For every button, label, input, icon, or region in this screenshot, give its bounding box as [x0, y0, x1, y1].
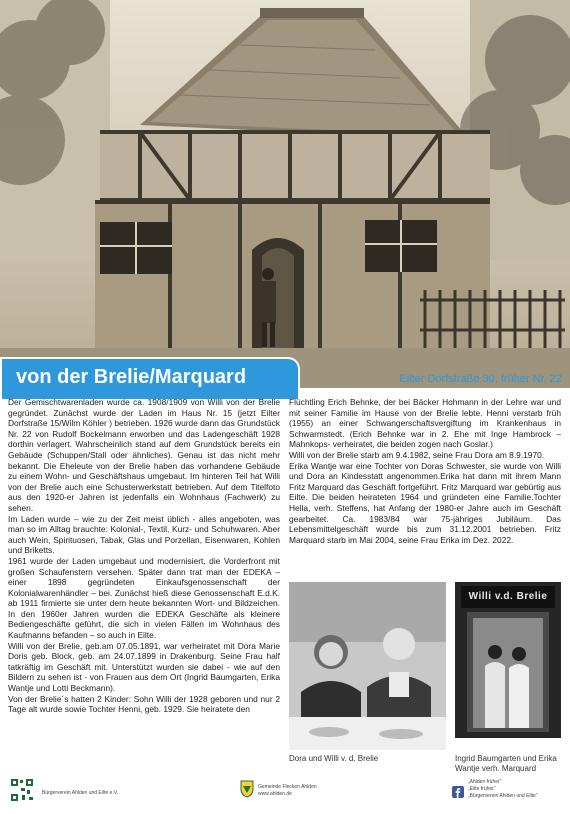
paragraph: Willi von der Brelie, geb.am 07.05.1891, war verheiratet mit Dora Marie Doris geb. Block, geb. am 24.07.1899 in Drakenburg. Seine Frau half tatkräftig im Geschäft mit. Unterstützt wurden sie dabei - wie auf den Bildern zu sehen ist - von Frauen aus dem Ort (Ingrid Baumgarten, Erika Wantje und Lotti Beckmann).	[8, 640, 280, 694]
caption-line: Ingrid Baumgarten und Erika	[455, 754, 557, 763]
caption-photo1: Dora und Willi v. d. Brelie	[289, 754, 379, 763]
paragraph: Im Laden wurde – wie zu der Zeit meist üblich - alles angeboten, was man so im Alltag brauchte: Kolonial-, Textil, Kurz- und Schuhwaren. Aber auch Wein, Spirituosen, Tabak, Glas und Porzellan, Eisenwaren, Kohlen und Briketts.	[8, 513, 280, 556]
paragraph: Erika Wantje war eine Tochter von Doras Schwester, sie wurde von Willi und Dora an Kindesstatt angenommen.Erika hat dann mit ihrem Mann Fritz Marquard das Geschäft fortgeführt. Fritz Marquard war gebürtig aus Eilte. Die beiden heirateten 1964 und gründeten eine Familie.Tochter Hella, verh. Steffens, hat Anfang der 1980-er Jahre auch im Geschäft gearbeitet. Ca. 1983/84 war 75-jähriges Jubiläum. Das Lebensmittelgeschäft wurde bis zum 31.12.2001 betrieben. Fritz Marquard starb im Mai 2004, seine Frau Erika im Dez. 2022.	[289, 460, 561, 545]
shop-sign: Willi v.d. Brelie	[468, 591, 548, 602]
footer-social-eilte[interactable]: „Eilte früher“	[468, 786, 496, 792]
footer-social-verein[interactable]: „Bürgerverein Ahlden und Eilte“	[468, 793, 538, 799]
footer-gemeinde: Gemeinde Flecken Ahlden	[258, 784, 317, 790]
address-subtitle: Eilter Dorfstraße 30, früher Nr. 22	[399, 373, 562, 385]
house-illustration	[0, 0, 570, 388]
paragraph: Willi von der Brelie starb am 9.4.1982, seine Frau Dora am 8.9.1970.	[289, 449, 545, 460]
caption-line: Wantje verh. Marquard	[455, 764, 537, 773]
caption-photo2	[455, 754, 567, 774]
footer	[0, 772, 570, 814]
qr-code-icon	[10, 778, 34, 802]
photo-dora-willi	[289, 582, 446, 750]
photo-shop-door	[455, 582, 561, 738]
paragraph: 1961 wurde der Laden umgebaut und modernisiert, die Vorderfront mit großen Schaufenstern versehen. Später dann trat man der EDEKA – einer 1898 gegründeten Einkaufsgenossenschaft der Kolonialwarenhändler – bei. Zunächst hieß diese Genossenschaft E.d.K. ab 1911 firmierte sie unter dem heute bekannten Wort- und Bildzeichen. In den 1960er Jahren wurden die EDEKA Geschäfte als kleinere Bediengeschäfte geführt, die sich in vielen Fällen im Wohnhaus des Kaufmanns befanden – so auch in Eilte.	[8, 555, 280, 641]
paragraph: Von der Brelie´s hatten 2 Kinder: Sohn Willi der 1928 geboren und nur 2 Tage alt wurde sowie Tochter Henni, geb. 1929. Sie heiratete den	[8, 693, 280, 715]
couple-photo-illustration	[289, 582, 446, 750]
right-text-column	[289, 397, 561, 545]
title-photo	[0, 0, 570, 388]
paragraph: Flüchtling Erich Behnke, der bei Bäcker Hohmann in der Lehre war und mit seiner Familie im Hause von der Brelie lebte. Henni verstarb früh (1955) an einer Schwangerschaftsvergiftung im Krankenhaus in Schwarmstedt. (Erich Behnke war in 2. Ehe mit Inge Hambrock – Mahnkops- verheiratet, die beiden zogen nach Goslar.)	[289, 397, 561, 450]
footer-social-ahlden[interactable]: „Ahlden früher“	[468, 779, 502, 785]
footer-url[interactable]: www.ahlden.de	[258, 791, 292, 797]
facebook-icon[interactable]	[452, 786, 464, 798]
title-band	[0, 357, 300, 401]
paragraph: Der Gemischtwarenladen wurde ca. 1908/1909 von Willi von der Brelie gegründet. Zunächst wurde der Laden im Haus Nr. 15 (jetzt Eilter Dorfstraße 15/Wilm Köhler ) betrieben. 1926 wurde dann das Grundstück Nr. 22 von Rudolf Bockelmann erworben und das Ladengeschäft 1928 dorthin verlagert. Wahrscheinlich stand auf dem Grundstück bereits ein Gebäude (Schuppen/Stall oder ähnliches). Genau ist das nicht mehr bekannt. Die Eheleute von der Brelie haben das vorhandene Gebäude zu einem Wohn- und Geschäftshaus umgebaut. Im hinteren Teil hat Willi von der Brelie auch eine Schusterwerkstatt betrieben. Auf dem Titelfoto aus den 1920-er Jahren ist jedenfalls ein Wohnhaus (Fachwerk) zu sehen.	[8, 397, 280, 513]
shop-door-illustration	[455, 582, 561, 738]
left-text-column	[8, 397, 280, 715]
page-title: von der Brelie/Marquard	[16, 366, 247, 388]
coat-of-arms-icon	[240, 780, 254, 798]
footer-verein: Bürgerverein Ahlden und Eilte e.V.	[42, 790, 118, 796]
